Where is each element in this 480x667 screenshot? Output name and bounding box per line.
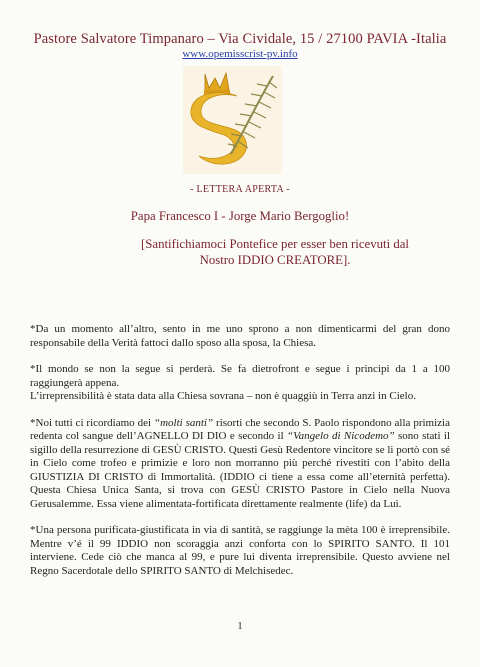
paragraph-2 (30, 363, 450, 390)
paragraph-3 (30, 417, 450, 512)
subtitle: [Santifichiamoci Pontefice per esser ben ricevuti dal Nostro IDDIO CREATORE]. (141, 237, 409, 267)
paragraph-3-part-b: risorti che secondo S. Paolo rispondono alla primizia redenta col sangue dell’AGNELLO DI DIO e secondo il (30, 416, 450, 442)
paragraph-4: *Una persona purificata-giustificata in via di santità, se raggiunge la mèta 100 è irreprensibile. Mentre v’é il 99 IDDIO non scoraggia anzi conforta con lo SPIRITO SANTO. Il 101 interviene. Cede ciò che manca al 99, e pure lui diventa irreprensibile. Questo avviene nel Regno Sacerdotale dello SPIRITO SANTO di Melchisedec. (30, 524, 450, 577)
paragraph-3-part-c: sono stati il sigillo della resurrezione di GESÙ CRISTO. Questi Gesù Redentore vincitore se li portò con sé in Cielo come trofeo e primizie e loro non morranno più perché rivestiti con l’abito della GIUSTIZIA DI CRISTO di Immortalità. (IDDIO ci tiene a essa come all’eternità perfetta). Questa Chiesa Unica Santa, si trova con GESÙ CRISTO Pastore in Cielo nella Nuova Gerusalemme. Essa viene alimentata-fortificata direttamente realmente (life) da Lui. (30, 430, 450, 510)
logo-icon (183, 66, 282, 174)
paragraph-3-part-a: *Noi tutti ci ricordiamo dei (30, 416, 154, 429)
letter-label: - LETTERA APERTA - (190, 184, 290, 195)
paragraph-3-emphasis-1: “molti santi” (153, 416, 214, 429)
addressee: Papa Francesco I - Jorge Mario Bergoglio! (130, 209, 350, 223)
paragraph-3-emphasis-2: “Vangelo di Nicodemo” (287, 430, 395, 442)
letterhead-address: Pastore Salvatore Timpanaro – Via Cividale, 15 / 27100 PAVIA -Italia (33, 31, 447, 47)
paragraph-2b: L’irreprensibilità è stata data alla Chiesa sovrana – non è quaggiù in Terra anzi in Cielo. (30, 390, 416, 402)
paragraph-1: *Da un momento all’altro, sento in me uno sprono a non dimenticarmi del gran dono responsabile della Verità fattoci dallo sposo alla sposa, la Chiesa. (30, 323, 450, 349)
crowned-s-palm-logo (183, 66, 282, 174)
paragraph-2-text: *Il mondo se non la segue si perderà. Se fa dietrofront e segue i principi da 1 a 100 raggiungerà appena. (30, 363, 450, 389)
page-number: 1 (237, 620, 243, 632)
website-link[interactable]: www.opemisscrist-pv.info (182, 48, 298, 60)
letter-body (30, 323, 450, 578)
